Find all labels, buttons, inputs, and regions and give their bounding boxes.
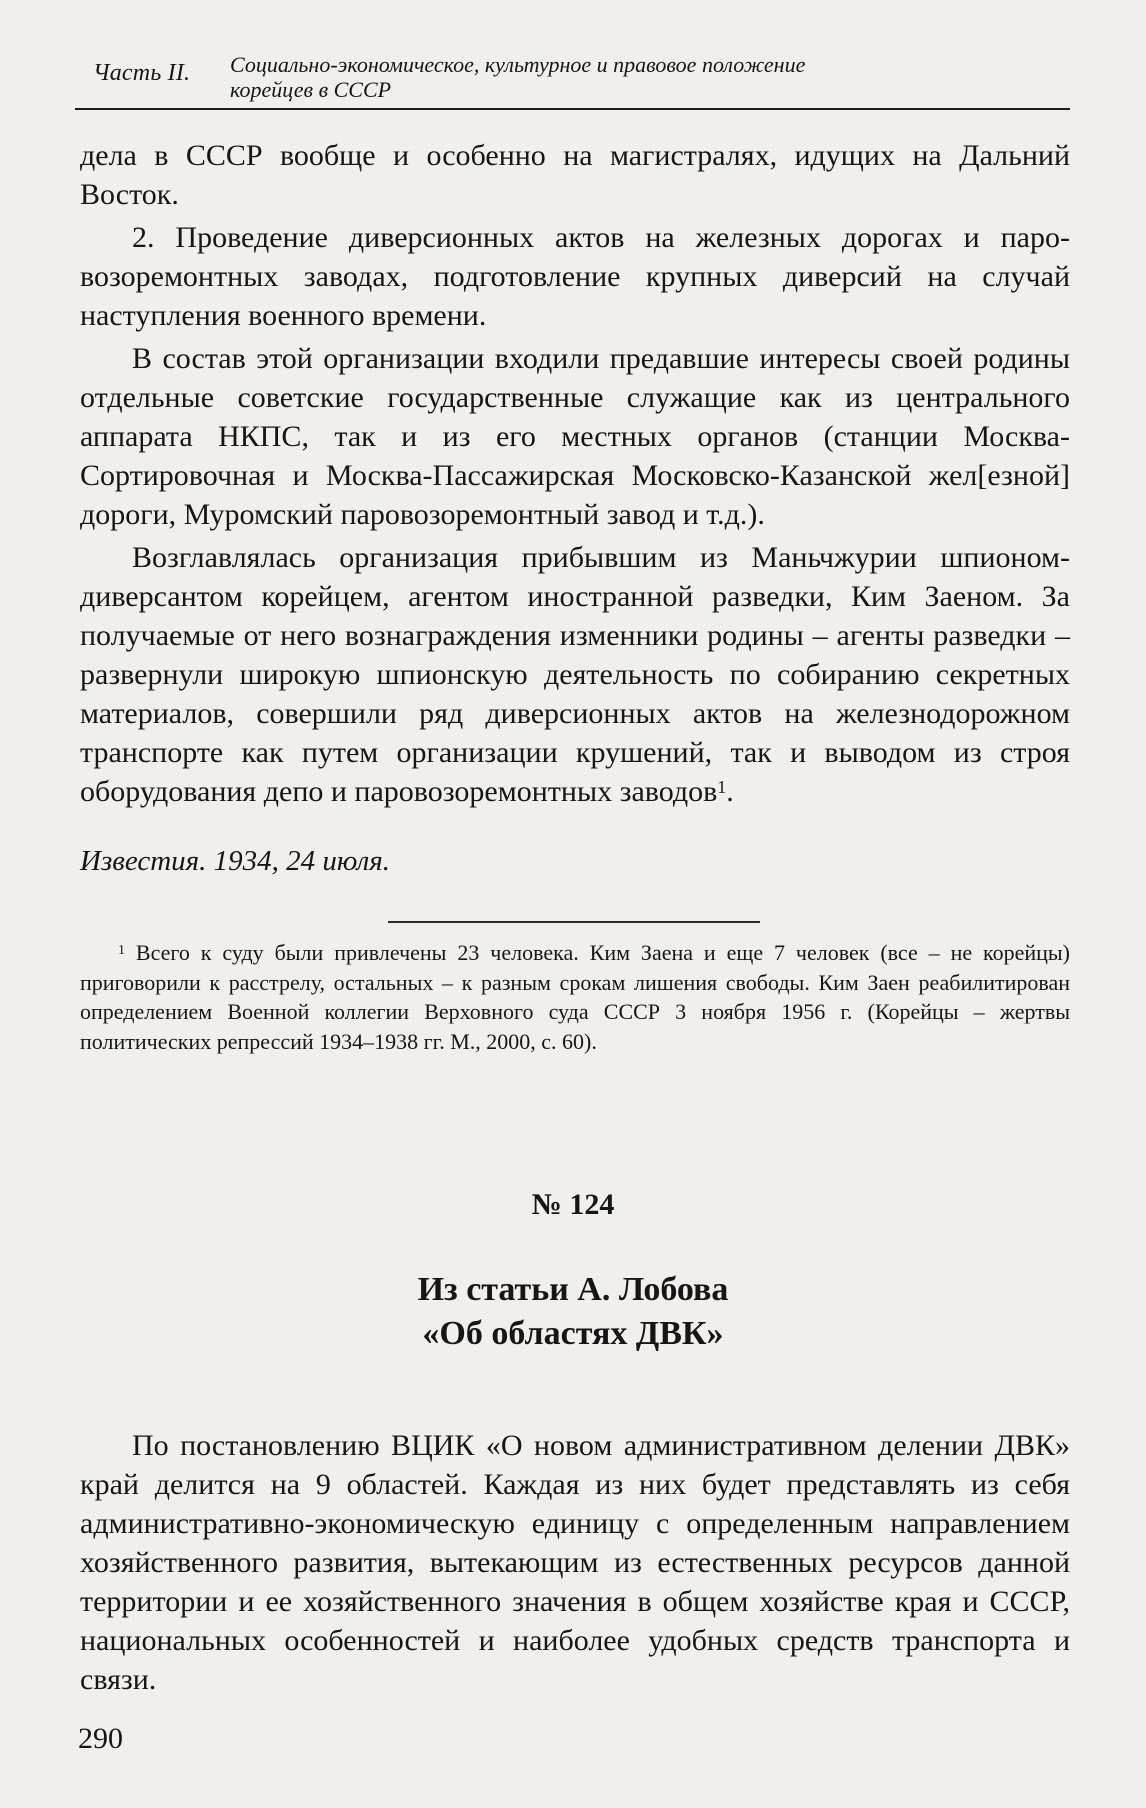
- footnote-divider: [388, 921, 760, 923]
- source-citation: Известия. 1934, 24 июля.: [80, 845, 390, 877]
- document-text: [80, 1426, 1070, 1699]
- document-number: № 124: [531, 1188, 615, 1221]
- header-section-title: [230, 52, 1050, 102]
- paragraph: В состав этой организации входили предавшие интересы своей родины отдельные советские государственные служащие как из центрального аппарата НКПС, так и из его местных органов (станции Москва-Сортировочная и Москва-Пассажирская Московско-Казанской жел[езной] дороги, Муромский паровозоремонтный завод и т.д.).: [80, 342, 1070, 531]
- paragraph-text: Возглавлялась организация прибывшим из Маньчжурии шпионом-диверсантом корейцем, агентом иностранной разведки, Ким Заеном. За получаемые от него вознаграждения изменники родины – агенты разведки – развернули широкую шпионскую деятельность по собиранию секретных материалов, совершили ряд диверсионных актов на железнодорожном транспорте как путем организации крушений, так и выводом из строя оборудования депо и паровозоремонтных заводов: [80, 541, 1070, 808]
- footnote: [80, 938, 1070, 1056]
- page-number: 290: [78, 1722, 123, 1755]
- document-title-line-2: «Об областях ДВК»: [422, 1315, 724, 1352]
- footnote-reference: 1: [717, 777, 727, 797]
- continuation-text: [80, 136, 1070, 811]
- footnote-text: Всего к суду были привлечены 23 человека. Ким Заена и еще 7 человек (все – не корейцы) приговорили к расстрелу, остальных – к разным срокам лишения свободы. Ким Заен реабилитирован определением Военной коллегии Верховного суда СССР 3 ноября 1956 г. (Корейцы – жертвы политических репрессий 1934–1938 гг. М., 2000, с. 60).: [80, 940, 1071, 1054]
- paragraph: По постановлению ВЦИК «О новом административном делении ДВК» край делится на 9 областей. Каждая из них будет представлять из себя административно-экономическую единицу с определенным направлением хозяйственного развития, вытекающим из естественных ресурсов данной территории и ее хозяйственного значения в общем хозяйстве края и СССР, национальных особенностей и наиболее удобных средств транспорта и связи.: [80, 1429, 1070, 1696]
- document-title-line-1: Из статьи А. Лобова: [417, 1271, 729, 1308]
- header-title-line-1: Социально-экономическое, культурное и правовое положение: [230, 52, 806, 77]
- footnote-mark: 1: [118, 943, 125, 958]
- header-part-label: Часть II.: [93, 60, 191, 86]
- paragraph-with-footnote-ref: Возглавлялась организация прибывшим из Маньчжурии шпионом-диверсантом корейцем, агентом иностранной разведки, Ким Заеном. За получаемые от него вознаграждения изменники родины – агенты разведки – развернули широкую шпионскую деятельность по собиранию секретных материалов, совершили ряд диверсионных актов на железнодорожном транспорте как путем организации крушений, так и выводом из строя оборудования депо и паровозоремонтных заводов$^1$.: [80, 541, 1070, 808]
- footnote-paragraph: [80, 938, 1070, 1056]
- paragraph: 2. Проведение диверсионных актов на железных дорогах и паровозоремонтных заводах, подготовление крупных диверсий на случай наступления военного времени.: [80, 221, 1070, 332]
- running-header: [75, 52, 1070, 110]
- paragraph: дела в СССР вообще и особенно на магистралях, идущих на Дальний Восток.: [80, 139, 1070, 211]
- document-title: [0, 1268, 1146, 1356]
- header-title-line-2: корейцев в СССР: [230, 77, 392, 102]
